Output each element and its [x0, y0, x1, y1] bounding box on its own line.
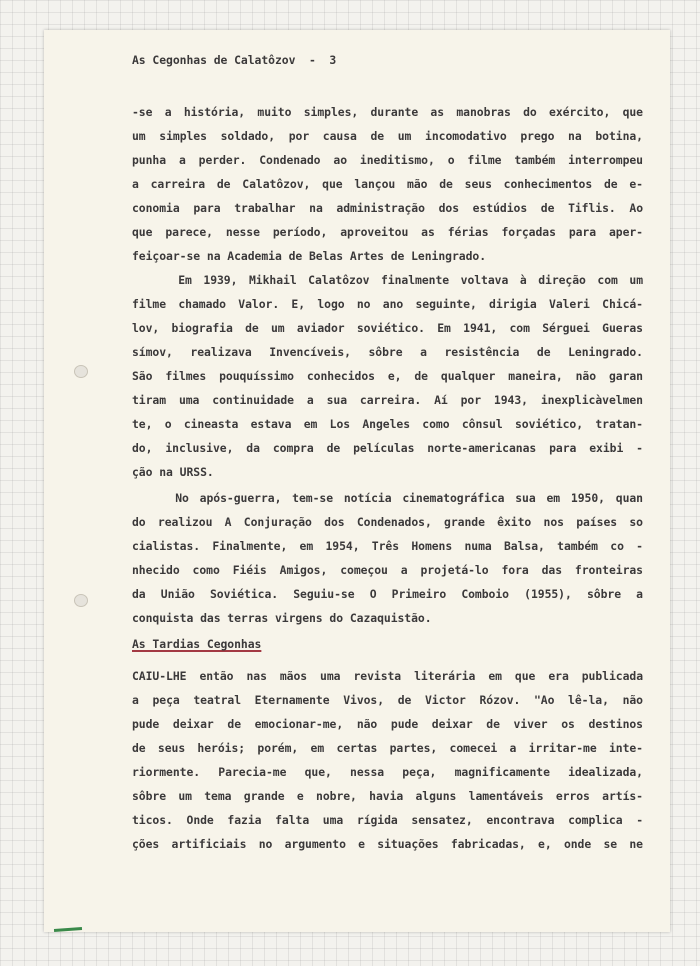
text-line: conquista das terras virgens do Cazaquistão. [132, 611, 432, 625]
text-line: No após-guerra, tem-se notícia cinematográfica sua em 1950, quan [132, 491, 643, 505]
text-line: de seus heróis; porém, em certas partes, comecei a irritar-me inte- [132, 741, 643, 755]
text-line: nhecido como Fiéis Amigos, começou a projetá-lo fora das fronteiras [132, 563, 643, 577]
text-line: pude deixar de emocionar-me, não pude deixar de viver os destinos [132, 717, 643, 731]
section-title: As Tardias Cegonhas [132, 637, 262, 651]
text-line: ção na URSS. [132, 465, 214, 479]
text-line: te, o cineasta estava em Los Angeles como cônsul soviético, tratan- [132, 417, 643, 431]
punch-hole [74, 594, 88, 607]
text-line: -se a história, muito simples, durante as manobras do exército, que [132, 105, 643, 119]
text-line: a carreira de Calatôzov, que lançou mão de seus conhecimentos de e- [132, 177, 643, 191]
text-line: punha a perder. Condenado ao ineditismo, o filme também interrompeu [132, 153, 643, 167]
text-line: ticos. Onde fazia falta uma rígida sensatez, encontrava complica - [132, 813, 643, 827]
text-line: do realizou A Conjuração dos Condenados, grande êxito nos países so [132, 515, 643, 529]
text-line: tiram uma continuidade a sua carreira. Aí por 1943, inexplicàvelmen [132, 393, 643, 407]
text-line: do, inclusive, da compra de películas norte-americanas para exibi - [132, 441, 643, 455]
text-line: sôbre um tema grande e nobre, havia alguns lamentáveis erros artís- [132, 789, 643, 803]
page-header: As Cegonhas de Calatôzov - 3 [132, 53, 337, 67]
text-line: da União Soviética. Seguiu-se O Primeiro Comboio (1955), sôbre a [132, 587, 643, 601]
text-line: símov, realizava Invencíveis, sôbre a resistência de Leningrado. [132, 345, 643, 359]
text-line: um simples soldado, por causa de um incomodativo prego na botina, [132, 129, 643, 143]
text-line: conomia para trabalhar na administração dos estúdios de Tiflis. Ao [132, 201, 643, 215]
text-line: ções artificiais no argumento e situações fabricadas, e, onde se ne [132, 837, 643, 851]
text-line: feiçoar-se na Academia de Belas Artes de Leningrado. [132, 249, 487, 263]
text-line: lov, biografia de um aviador soviético. Em 1941, com Sérguei Gueras [132, 321, 643, 335]
text-line: riormente. Parecia-me que, nessa peça, magnificamente idealizada, [132, 765, 643, 779]
text-line: cialistas. Finalmente, em 1954, Três Homens numa Balsa, também co - [132, 539, 643, 553]
text-line: a peça teatral Eternamente Vivos, de Victor Rózov. "Ao lê-la, não [132, 693, 643, 707]
text-line: São filmes pouquíssimo conhecidos e, de qualquer maneira, não garan [132, 369, 643, 383]
text-line: filme chamado Valor. E, logo no ano seguinte, dirigia Valeri Chicá- [132, 297, 643, 311]
punch-hole [74, 365, 88, 378]
text-line: CAIU-LHE então nas mãos uma revista literária em que era publicada [132, 669, 643, 683]
text-line: que parece, nesse período, aproveitou as férias forçadas para aper- [132, 225, 643, 239]
text-line: Em 1939, Mikhail Calatôzov finalmente voltava à direção com um [132, 273, 643, 287]
